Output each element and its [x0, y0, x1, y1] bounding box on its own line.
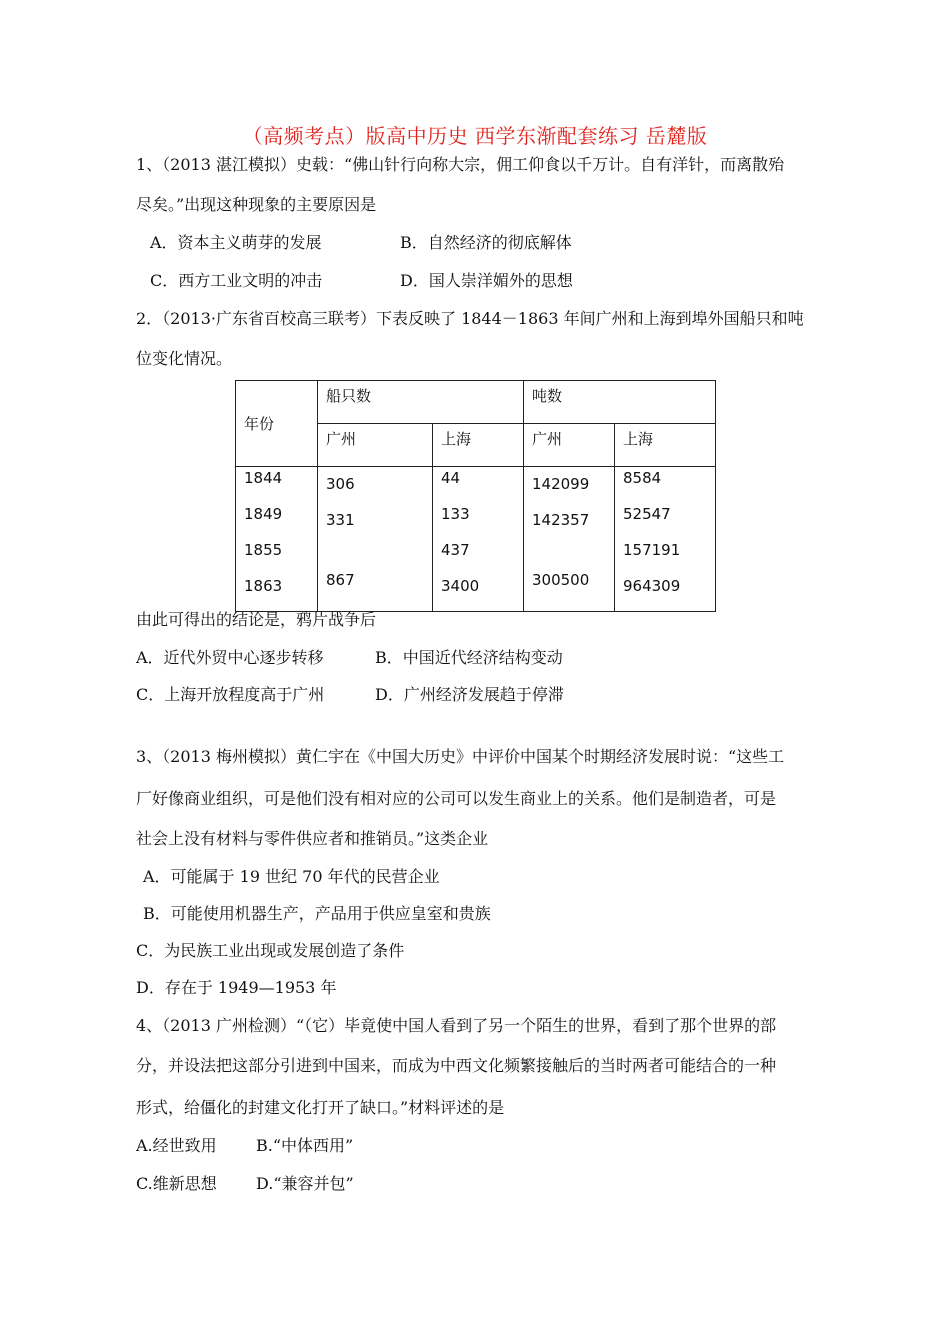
q1-option-a: A．资本主义萌芽的发展	[150, 233, 322, 252]
q1-stem-line-2: 尽矣。”出现这种现象的主要原因是	[136, 195, 377, 214]
ships-guangzhou-cell: 306	[326, 475, 355, 493]
q2-option-d: D．广州经济发展趋于停滞	[375, 685, 564, 704]
tons-guangzhou-column	[524, 467, 615, 612]
header-tons: 吨数	[524, 381, 716, 424]
tons-shanghai-cell: 964309	[623, 577, 681, 595]
tons-shanghai-cell: 8584	[623, 469, 662, 487]
header-ships-shanghai: 上海	[433, 424, 524, 467]
q4-option-c: C.维新思想	[136, 1174, 217, 1193]
q3-stem-line-3: 社会上没有材料与零件供应者和推销员。”这类企业	[136, 829, 489, 848]
q2-option-a: A．近代外贸中心逐步转移	[136, 648, 324, 667]
ships-guangzhou-column	[318, 467, 433, 612]
q4-option-b: B.“中体西用”	[256, 1136, 354, 1155]
q3-stem-line-1: 3、（2013 梅州模拟）黄仁宇在《中国大历史》中评价中国某个时期经济发展时说：“这些工	[136, 747, 785, 766]
tons-guangzhou-cell: 300500	[532, 571, 590, 589]
q1-stem-line-1: 1、（2013 湛江模拟）史载：“佛山针行向称大宗，佣工仰食以千万计。自有洋针，而离散殆	[136, 155, 785, 174]
ship-tonnage-table	[235, 380, 716, 612]
q3-stem-line-2: 厂好像商业组织，可是他们没有相对应的公司可以发生商业上的关系。他们是制造者，可是	[136, 789, 777, 808]
q4-option-a: A.经世致用	[136, 1136, 217, 1155]
q4-stem-line-1: 4、（2013 广州检测）“（它）毕竟使中国人看到了另一个陌生的世界，看到了那个世界的部	[136, 1016, 777, 1035]
q3-option-d: D．存在于 1949—1953 年	[136, 978, 337, 997]
ships-shanghai-cell: 133	[441, 505, 470, 523]
year-cell: 1855	[244, 541, 283, 559]
year-column	[236, 467, 318, 612]
q2-option-c: C．上海开放程度高于广州	[136, 685, 325, 704]
tons-guangzhou-cell: 142357	[532, 511, 590, 529]
q2-conclusion: 由此可得出的结论是，鸦片战争后	[136, 610, 377, 629]
year-cell: 1863	[244, 577, 283, 595]
ships-shanghai-cell: 437	[441, 541, 470, 559]
header-year: 年份	[236, 381, 318, 467]
ships-guangzhou-cell: 331	[326, 511, 355, 529]
q2-option-b: B．中国近代经济结构变动	[375, 648, 563, 667]
year-cell: 1849	[244, 505, 283, 523]
tons-shanghai-cell: 157191	[623, 541, 681, 559]
q4-stem-line-2: 分，并设法把这部分引进到中国来，而成为中西文化频繁接触后的当时两者可能结合的一种	[136, 1056, 777, 1075]
ships-shanghai-cell: 44	[441, 469, 461, 487]
q2-stem-line-2: 位变化情况。	[136, 349, 233, 368]
tons-guangzhou-cell: 142099	[532, 475, 590, 493]
ships-guangzhou-cell: 867	[326, 571, 355, 589]
q3-option-a: A．可能属于 19 世纪 70 年代的民营企业	[143, 867, 440, 886]
header-ships: 船只数	[318, 381, 524, 424]
q4-stem-line-3: 形式，给僵化的封建文化打开了缺口。”材料评述的是	[136, 1098, 505, 1117]
q1-option-d: D．国人崇洋媚外的思想	[400, 271, 573, 290]
q3-option-b: B．可能使用机器生产，产品用于供应皇室和贵族	[143, 904, 491, 923]
q3-option-c: C．为民族工业出现或发展创造了条件	[136, 941, 405, 960]
header-ships-guangzhou: 广州	[318, 424, 433, 467]
ships-shanghai-column	[433, 467, 524, 612]
header-tons-shanghai: 上海	[615, 424, 716, 467]
tons-shanghai-column	[615, 467, 716, 612]
year-cell: 1844	[244, 469, 283, 487]
q2-stem-line-1: 2．（2013·广东省百校高三联考）下表反映了 1844－1863 年间广州和上海到埠外国船只和吨	[136, 309, 804, 328]
header-tons-guangzhou: 广州	[524, 424, 615, 467]
q1-option-c: C．西方工业文明的冲击	[150, 271, 323, 290]
q4-option-d: D.“兼容并包”	[256, 1174, 354, 1193]
ships-shanghai-cell: 3400	[441, 577, 480, 595]
tons-shanghai-cell: 52547	[623, 505, 671, 523]
q1-option-b: B．自然经济的彻底解体	[400, 233, 572, 252]
document-title: （高频考点）版高中历史 西学东渐配套练习 岳麓版	[242, 124, 708, 148]
